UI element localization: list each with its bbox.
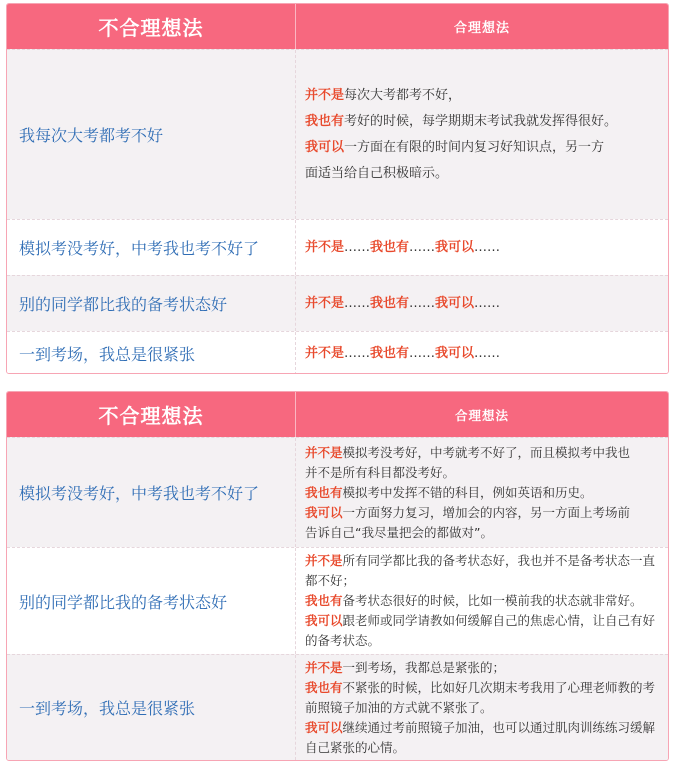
rational-line: [305, 658, 662, 678]
rational-line: [305, 738, 662, 758]
rational-line: [305, 483, 662, 503]
irrational-thought: 别的同学都比我的备考状态好: [7, 548, 296, 654]
irrational-thought: 一到考场，我总是很紧张: [7, 332, 296, 374]
irrational-thought: 一到考场，我总是很紧张: [7, 655, 296, 760]
ellipsis: ……: [474, 239, 501, 255]
comparison-table-1: [6, 3, 669, 374]
ellipsis: ……: [409, 295, 436, 311]
rational-thought: [296, 548, 668, 654]
keyword: 我可以: [305, 504, 343, 520]
header-rational: 合理想法: [454, 407, 509, 423]
ellipsis: ……: [344, 239, 371, 255]
rational-line: [305, 591, 662, 611]
table-row: [7, 654, 668, 760]
keyword: 我可以: [435, 239, 475, 255]
line-text: 一方面在有限的时间内复习好知识点，另一方: [344, 139, 605, 155]
keyword: 我也有: [370, 345, 410, 361]
table-header: [7, 392, 668, 437]
rational-line: [305, 678, 662, 698]
table-row: [7, 49, 668, 219]
keyword: 我也有: [305, 679, 343, 695]
rational-line: [305, 571, 662, 591]
rational-line: [305, 523, 662, 543]
ellipsis: ……: [344, 295, 371, 311]
keyword: 并不是: [305, 444, 343, 460]
line-text: 模拟考没考好，中考就考不好了，而且模拟考中我也: [342, 444, 631, 460]
rational-line: [305, 83, 662, 109]
table-row: [7, 437, 668, 547]
rational-line: [305, 718, 662, 738]
keyword: 我也有: [305, 484, 343, 500]
rational-thought: [296, 220, 668, 275]
keyword: 并不是: [305, 239, 345, 255]
keyword: 我可以: [435, 345, 475, 361]
keyword: 我也有: [305, 593, 343, 608]
keyword: 并不是: [305, 553, 343, 568]
rational-line: [305, 698, 662, 718]
keyword: 我也有: [370, 239, 410, 255]
irrational-thought: 模拟考没考好，中考我也考不好了: [7, 220, 296, 275]
line-text: 所有同学都比我的备考状态好，我也并不是备考状态一直: [342, 553, 656, 568]
rational-thought: [296, 655, 668, 760]
rational-line: [305, 503, 662, 523]
keyword: 我可以: [305, 613, 343, 628]
line-text: 跟老师或同学请教如何缓解自己的焦虑心情，让自己有好: [342, 613, 656, 628]
rational-line: [305, 341, 662, 367]
line-text: 不紧张的时候，比如好几次期末考我用了心理老师教的考: [342, 679, 656, 695]
rational-thought: [296, 332, 668, 374]
rational-line: [305, 443, 662, 463]
keyword: 我可以: [435, 295, 475, 311]
header-rational: 合理想法: [453, 21, 510, 36]
keyword: 并不是: [305, 659, 343, 675]
rational-thought: [296, 50, 668, 219]
line-text: 继续通过考前照镜子加油，也可以通过肌肉训练练习缓解: [342, 719, 656, 735]
keyword: 我也有: [305, 113, 345, 129]
table-header: [7, 4, 668, 49]
ellipsis: ……: [474, 345, 501, 361]
header-irrational: 不合理想法: [7, 392, 296, 437]
line-text: 一方面努力复习，增加会的内容，另一方面上考场前: [342, 504, 631, 520]
comparison-table-2: [6, 391, 669, 761]
rational-line: [305, 611, 662, 631]
table-row: [7, 547, 668, 654]
line-text: 一到考场，我都总是紧张的；: [342, 659, 506, 675]
ellipsis: ……: [474, 295, 501, 311]
keyword: 我可以: [305, 719, 343, 735]
rational-thought: [296, 276, 668, 331]
rational-thought: [296, 438, 668, 547]
table-row: [7, 331, 668, 374]
rational-line: [305, 463, 662, 483]
rational-line: [305, 135, 662, 161]
irrational-thought: 模拟考没考好，中考我也考不好了: [7, 438, 296, 547]
line-text: 每次大考都考不好，: [344, 87, 462, 103]
irrational-thought: 我每次大考都考不好: [7, 50, 296, 219]
line-text: 模拟考中发挥不错的科目，例如英语和历史。: [342, 484, 593, 500]
table-row: [7, 275, 668, 331]
keyword: 我可以: [305, 139, 345, 155]
line-text: 并不是所有科目都没考好。: [305, 464, 456, 480]
line-text: 考好的时候，每学期期末考试我就发挥得很好。: [344, 113, 618, 129]
keyword: 我也有: [370, 295, 410, 311]
ellipsis: ……: [344, 345, 371, 361]
keyword: 并不是: [305, 345, 345, 361]
line-text: 面适当给自己积极暗示。: [305, 165, 449, 181]
rational-line: [305, 291, 662, 317]
line-text: 自己紧张的心情。: [305, 739, 406, 755]
rational-line: [305, 551, 662, 571]
rational-line: [305, 109, 662, 135]
line-text: 的备考状态。: [305, 633, 381, 648]
line-text: 告诉自己“我尽量把会的都做对”。: [305, 524, 493, 540]
keyword: 并不是: [305, 295, 345, 311]
ellipsis: ……: [409, 239, 436, 255]
line-text: 都不好；: [305, 573, 356, 588]
line-text: 备考状态很好的时候，比如一模前我的状态就非常好。: [342, 593, 643, 608]
header-irrational: 不合理想法: [7, 4, 296, 49]
rational-line: [305, 161, 662, 187]
ellipsis: ……: [409, 345, 436, 361]
keyword: 并不是: [305, 87, 345, 103]
irrational-thought: 别的同学都比我的备考状态好: [7, 276, 296, 331]
line-text: 前照镜子加油的方式就不紧张了。: [305, 699, 493, 715]
rational-line: [305, 235, 662, 261]
rational-line: [305, 631, 662, 651]
table-row: [7, 219, 668, 275]
